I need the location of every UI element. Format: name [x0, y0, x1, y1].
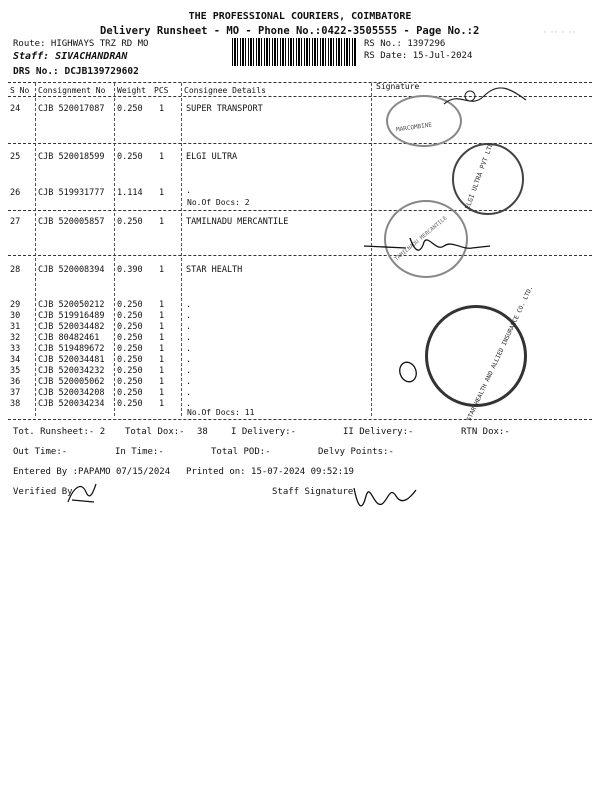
group-rule — [8, 255, 592, 256]
cell-consignment: CJB 519916489 — [38, 311, 105, 321]
cell-sno: 33 — [10, 344, 21, 354]
cell-consignment: CJB 520005062 — [38, 377, 105, 387]
verified-by: Verified By — [13, 487, 73, 497]
cell-consignment: CJB 520034232 — [38, 366, 105, 376]
cell-weight: 0.250 — [117, 388, 143, 398]
company-title: THE PROFESSIONAL COURIERS, COIMBATORE — [188, 11, 412, 22]
total-dox-label: Total Dox:- — [125, 427, 185, 437]
cell-sno: 27 — [10, 217, 21, 227]
cell-consignee: . — [186, 322, 192, 332]
total-dox-value: 38 — [197, 427, 208, 437]
cell-sno: 30 — [10, 311, 21, 321]
table-row — [0, 300, 600, 311]
cell-consignment: CJB 520034208 — [38, 388, 105, 398]
rs-date: RS Date: 15-Jul-2024 — [364, 51, 473, 61]
table-row — [0, 104, 600, 115]
cell-sno: 29 — [10, 300, 21, 310]
cell-consignee: TAMILNADU MERCANTILE — [186, 217, 289, 227]
col-sno: S No — [10, 86, 30, 95]
cell-weight: 0.250 — [117, 300, 143, 310]
cell-pcs: 1 — [159, 152, 165, 162]
cell-sno: 25 — [10, 152, 21, 162]
cell-sno: 35 — [10, 366, 21, 376]
cell-pcs: 1 — [159, 333, 165, 343]
cell-pcs: 1 — [159, 104, 165, 114]
header-bottom-rule — [8, 96, 592, 97]
cell-weight: 0.250 — [117, 104, 143, 114]
stamp-a-text: MARCOMBINE — [395, 121, 433, 134]
cell-pcs: 1 — [159, 355, 165, 365]
cell-pcs: 1 — [159, 377, 165, 387]
delvy-points: Delvy Points:- — [318, 447, 394, 457]
stamp-b-text: ELGI ULTRA PVT LTD — [463, 141, 496, 211]
cell-consignment: CJB 80482461 — [38, 333, 100, 343]
cell-sno: 26 — [10, 188, 21, 198]
staff-signature-icon — [350, 478, 420, 518]
col-pcs: PCS — [154, 86, 169, 95]
cell-sno: 34 — [10, 355, 21, 365]
cell-consignment: CJB 520017087 — [38, 104, 105, 114]
cell-sno: 36 — [10, 377, 21, 387]
docs-count: No.Of Docs: 2 — [187, 198, 250, 207]
cell-weight: 0.250 — [117, 311, 143, 321]
cell-weight: 0.250 — [117, 355, 143, 365]
runsheet-subtitle: Delivery Runsheet - MO - Phone No.:0422-3505555 - Page No.:2 — [100, 25, 480, 37]
cell-pcs: 1 — [159, 322, 165, 332]
cell-pcs: 1 — [159, 188, 165, 198]
stamp-c-text: TAMILNADU MERCANTILE — [393, 215, 449, 263]
printed-on: Printed on: 15-07-2024 09:52:19 — [186, 467, 354, 477]
cell-consignee: . — [186, 311, 192, 321]
cell-weight: 0.250 — [117, 322, 143, 332]
cell-sno: 38 — [10, 399, 21, 409]
cell-consignment: CJB 520005857 — [38, 217, 105, 227]
corner-marks-icon: ◦ ◦◦ ◦ ◦◦ — [543, 29, 576, 36]
cell-pcs: 1 — [159, 366, 165, 376]
staff-signature-label: Staff Signature — [272, 487, 354, 497]
group-rule — [8, 143, 592, 144]
cell-pcs: 1 — [159, 217, 165, 227]
stamp-c-icon — [384, 200, 468, 278]
cell-sno: 28 — [10, 265, 21, 275]
stamp-d-text: STAR HEALTH AND ALLIED INSURANCE CO. LTD. — [465, 284, 535, 423]
cell-consignee: ELGI ULTRA — [186, 152, 238, 162]
col-weight: Weight — [117, 86, 146, 95]
cell-weight: 0.250 — [117, 366, 143, 376]
stamp-a-icon — [386, 95, 462, 147]
cell-sno: 37 — [10, 388, 21, 398]
cell-weight: 0.390 — [117, 265, 143, 275]
cell-consignee: STAR HEALTH — [186, 265, 243, 275]
cell-weight: 0.250 — [117, 399, 143, 409]
cell-consignment: CJB 520034482 — [38, 322, 105, 332]
col-consignment: Consignment No — [38, 86, 106, 95]
staff-label: Staff: SIVACHANDRAN — [13, 51, 128, 62]
cell-weight: 0.250 — [117, 344, 143, 354]
col-consignee: Consignee Details — [184, 86, 266, 95]
in-time: In Time:- — [115, 447, 164, 457]
cell-consignment: CJB 520034234 — [38, 399, 105, 409]
cell-pcs: 1 — [159, 265, 165, 275]
rtn-dox: RTN Dox:- — [461, 427, 510, 437]
cell-pcs: 1 — [159, 311, 165, 321]
drs-number: DRS No.: DCJB139729602 — [13, 66, 139, 77]
col-signature: Signature — [376, 82, 420, 91]
cell-consignment: CJB 520034481 — [38, 355, 105, 365]
cell-pcs: 1 — [159, 388, 165, 398]
cell-consignee: SUPER TRANSPORT — [186, 104, 263, 114]
cell-consignee: . — [186, 366, 192, 376]
route-label: Route: HIGHWAYS TRZ RD MO — [13, 39, 149, 49]
header-top-rule — [8, 82, 592, 83]
group-rule — [8, 419, 592, 420]
cell-consignee: . — [186, 388, 192, 398]
cell-sno: 24 — [10, 104, 21, 114]
barcode — [232, 38, 356, 66]
cell-sno: 32 — [10, 333, 21, 343]
i-delivery: I Delivery:- — [231, 427, 297, 437]
entered-by: Entered By :PAPAMO 07/15/2024 — [13, 467, 171, 477]
cell-pcs: 1 — [159, 399, 165, 409]
tot-runsheet: Tot. Runsheet:- 2 — [13, 427, 106, 437]
cell-consignee: . — [186, 344, 192, 354]
docs-count: No.Of Docs: 11 — [187, 408, 255, 417]
cell-pcs: 1 — [159, 344, 165, 354]
cell-pcs: 1 — [159, 300, 165, 310]
cell-consignee: . — [186, 300, 192, 310]
total-pod: Total POD:- — [211, 447, 271, 457]
cell-weight: 0.250 — [117, 333, 143, 343]
cell-consignment: CJB 520018599 — [38, 152, 105, 162]
table-row — [0, 265, 600, 276]
cell-weight: 0.250 — [117, 217, 143, 227]
cell-consignee: . — [186, 355, 192, 365]
ii-delivery: II Delivery:- — [343, 427, 414, 437]
cell-consignment: CJB 520050212 — [38, 300, 105, 310]
cell-consignee: . — [186, 399, 192, 409]
rs-number: RS No.: 1397296 — [364, 39, 446, 49]
cell-sno: 31 — [10, 322, 21, 332]
table-row — [0, 217, 600, 228]
cell-consignment: CJB 520008394 — [38, 265, 105, 275]
cell-consignee: . — [186, 186, 192, 196]
table-row — [0, 399, 600, 410]
cell-consignee: . — [186, 377, 192, 387]
out-time: Out Time:- — [13, 447, 68, 457]
cell-weight: 0.250 — [117, 377, 143, 387]
cell-consignment: CJB 519931777 — [38, 188, 105, 198]
cell-consignment: CJB 519489672 — [38, 344, 105, 354]
cell-consignee: . — [186, 333, 192, 343]
cell-weight: 1.114 — [117, 188, 143, 198]
cell-weight: 0.250 — [117, 152, 143, 162]
